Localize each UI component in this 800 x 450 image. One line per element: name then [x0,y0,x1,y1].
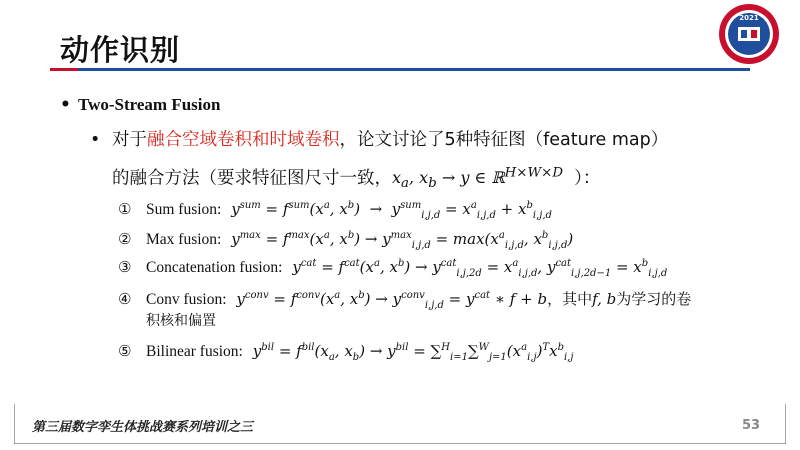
bullet-fusion-line2 [112,158,600,201]
text-post: ，论文讨论了5种特征图（feature map） [339,130,669,150]
conv-note-3: 积核和偏置 [146,313,216,329]
item-label: Sum fusion: [146,201,222,218]
text-line2-pre: 的融合方法（要求特征图尺寸一致， [112,168,392,189]
fusion-item-concat [118,258,667,279]
bullet-two-stream-text: Two-Stream Fusion [78,95,221,114]
fusion-item-conv [118,288,691,311]
bullet-dot: • [60,95,71,115]
fusion-item-conv-cont [146,310,216,330]
page-title: 动作识别 [60,33,181,67]
conv-equation: $y^{conv} = f^{conv}(x^a$, $x^b) \to y^{conv}_{i,j,d} = y^{cat}$ ∗ f + b，其中f, b为学习的卷 [236,290,692,311]
concat-equation: $y^{cat} = f^{cat}(x^a$, $x^b) \to y^{cat}_{i,j,2d} = x^a_{i,j,d}$, $y^{cat}_{i,j,2d-1} = x^b_{i,j,d}$ [292,258,668,279]
text-line2-post: ）： [574,168,601,189]
item-number: ① [118,200,132,218]
item-number: ④ [118,290,132,308]
logo-year: 2021 [739,14,759,22]
title-rule-blue [78,68,750,71]
item-label: Max fusion: [146,231,222,248]
math-inline: $x_a$, $x_b \to y$ ∈ ℝ$^{H\times W\times D}$ [392,166,564,192]
bullet-dot: • [90,130,101,150]
conv-note-2: 为学习的卷 [616,290,692,308]
sum-equation: $y^{sum} = f^{sum}(x^a$, $x^b) \to y^{sum}_{i,j,d} = x^a_{i,j,d} + x^b_{i,j,d}$ [231,200,552,221]
max-equation: $y^{max} = f^{max}(x^a$, $x^b) \to y^{max}_{i,j,d} = \max(x^a_{i,j,d}$, $x^b_{i,j,d}$) [231,230,574,251]
fusion-item-max [118,230,573,251]
item-label: Concatenation fusion: [146,259,283,276]
bilinear-equation: $y^{bil} = f^{bil}(x_a$, $x_b) \to y^{bil} = \sum^H_{i=1}\sum^W_{j=1}(x^a_{i,j})^Tx^b_{i,j}$ [252,342,574,363]
bullet-fusion-line1 [90,124,668,156]
fusion-item-bilinear [118,342,573,363]
highlight-text: 融合空域卷积和时域卷积 [147,130,340,150]
page-number: 53 [742,418,761,433]
item-label: Bilinear fusion: [146,343,243,360]
item-number: ③ [118,258,132,276]
footer-text: 第三届数字孪生体挑战赛系列培训之三 [32,420,254,435]
item-number: ② [118,230,132,248]
item-label: Conv fusion: [146,291,227,308]
bullet-two-stream [60,95,220,115]
title-rule-red [50,68,78,71]
fusion-item-sum [118,200,552,221]
challenge-logo [708,2,790,66]
text-pre: 对于 [112,130,147,150]
conv-note: ，其中 [547,290,593,308]
item-number: ⑤ [118,342,132,360]
